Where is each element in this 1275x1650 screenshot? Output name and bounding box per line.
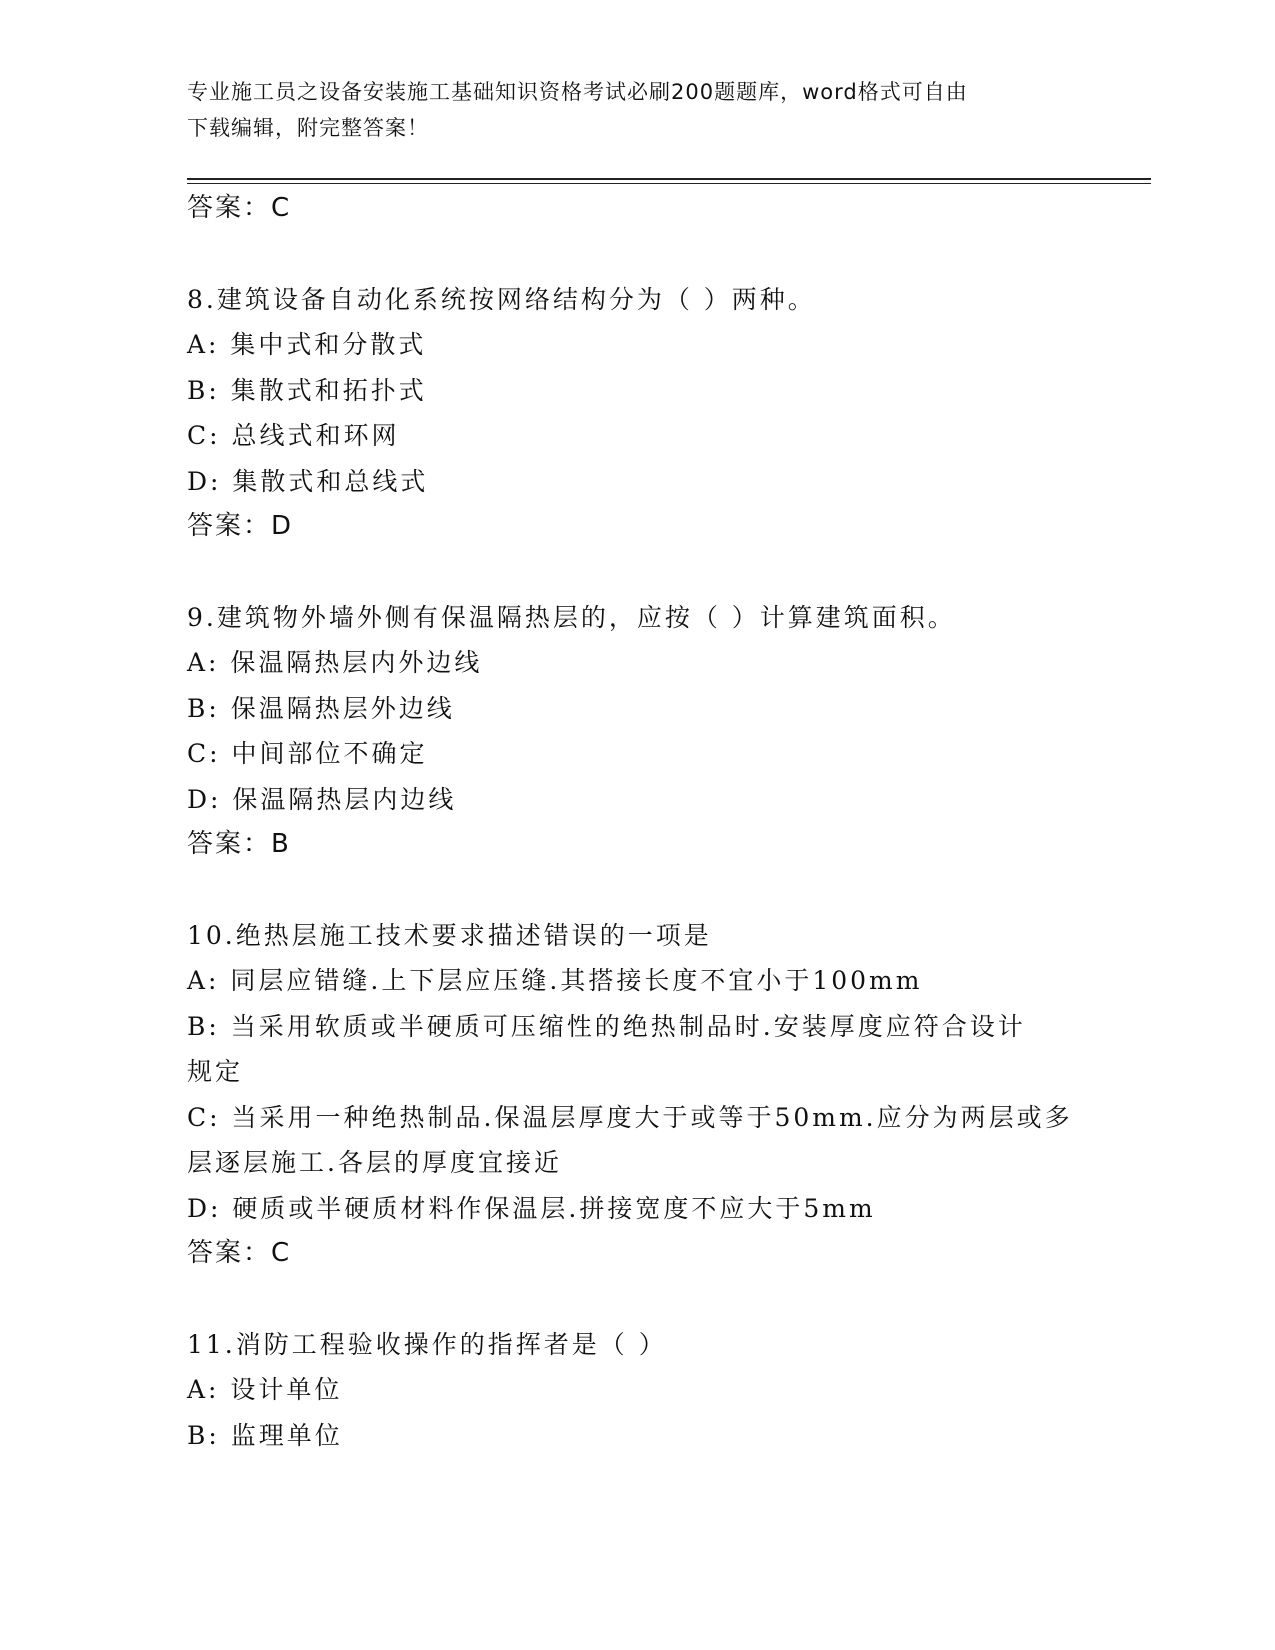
- question-stem: 10.绝热层施工技术要求描述错误的一项是: [187, 920, 712, 950]
- option-a: A: 同层应错缝.上下层应压缝.其搭接长度不宜小于100mm: [187, 966, 923, 995]
- option-b-continued: 规定: [187, 1057, 244, 1086]
- option-b: B: 集散式和拓扑式: [187, 375, 427, 405]
- spacer: [187, 868, 1097, 913]
- header-line-2: 下载编辑，附完整答案！: [187, 116, 429, 140]
- question-stem: 9.建筑物外墙外侧有保温隔热层的，应按（ ）计算建筑面积。: [187, 602, 956, 632]
- question-block: [187, 1322, 1097, 1459]
- option-b: B: 保温隔热层外边线: [187, 693, 455, 723]
- option-d: D: 保温隔热层内边线: [187, 784, 457, 814]
- answer-line: 答案：C: [187, 1238, 292, 1268]
- question-block: [187, 595, 1097, 868]
- question-stem: 8.建筑设备自动化系统按网络结构分为（ ）两种。: [187, 284, 816, 314]
- option-d: D: 集散式和总线式: [187, 466, 429, 496]
- option-b: B: 当采用软质或半硬质可压缩性的绝热制品时.安装厚度应符合设计: [187, 1011, 1026, 1041]
- answer-line: 答案：D: [187, 511, 294, 541]
- header-line-1: 专业施工员之设备安装施工基础知识资格考试必刷200题题库，word格式可自由: [187, 80, 968, 104]
- option-c: C: 当采用一种绝热制品.保温层厚度大于或等于50mm.应分为两层或多: [187, 1102, 1073, 1132]
- question-block: [187, 277, 1097, 550]
- answer-line: 答案：C: [187, 193, 292, 223]
- header-rule-thin: [187, 183, 1151, 184]
- option-a: A: 保温隔热层内外边线: [187, 648, 483, 677]
- spacer: [187, 1277, 1097, 1322]
- option-d: D: 硬质或半硬质材料作保温层.拼接宽度不应大于5mm: [187, 1193, 876, 1223]
- option-c: C: 中间部位不确定: [187, 739, 428, 768]
- question-content: [187, 186, 1097, 1458]
- option-c-continued: 层逐层施工.各层的厚度宜接近: [187, 1148, 562, 1177]
- answer-line: 答案：B: [187, 829, 291, 859]
- question-block: [187, 913, 1097, 1277]
- question-stem: 11.消防工程验收操作的指挥者是（ ）: [187, 1329, 667, 1359]
- header-rule-thick: [187, 178, 1151, 180]
- option-a: A: 集中式和分散式: [187, 330, 427, 359]
- page-header: [187, 74, 1067, 146]
- spacer: [187, 550, 1097, 595]
- option-c: C: 总线式和环网: [187, 421, 400, 450]
- option-a: A: 设计单位: [187, 1375, 343, 1404]
- option-b: B: 监理单位: [187, 1420, 343, 1450]
- spacer: [187, 232, 1097, 277]
